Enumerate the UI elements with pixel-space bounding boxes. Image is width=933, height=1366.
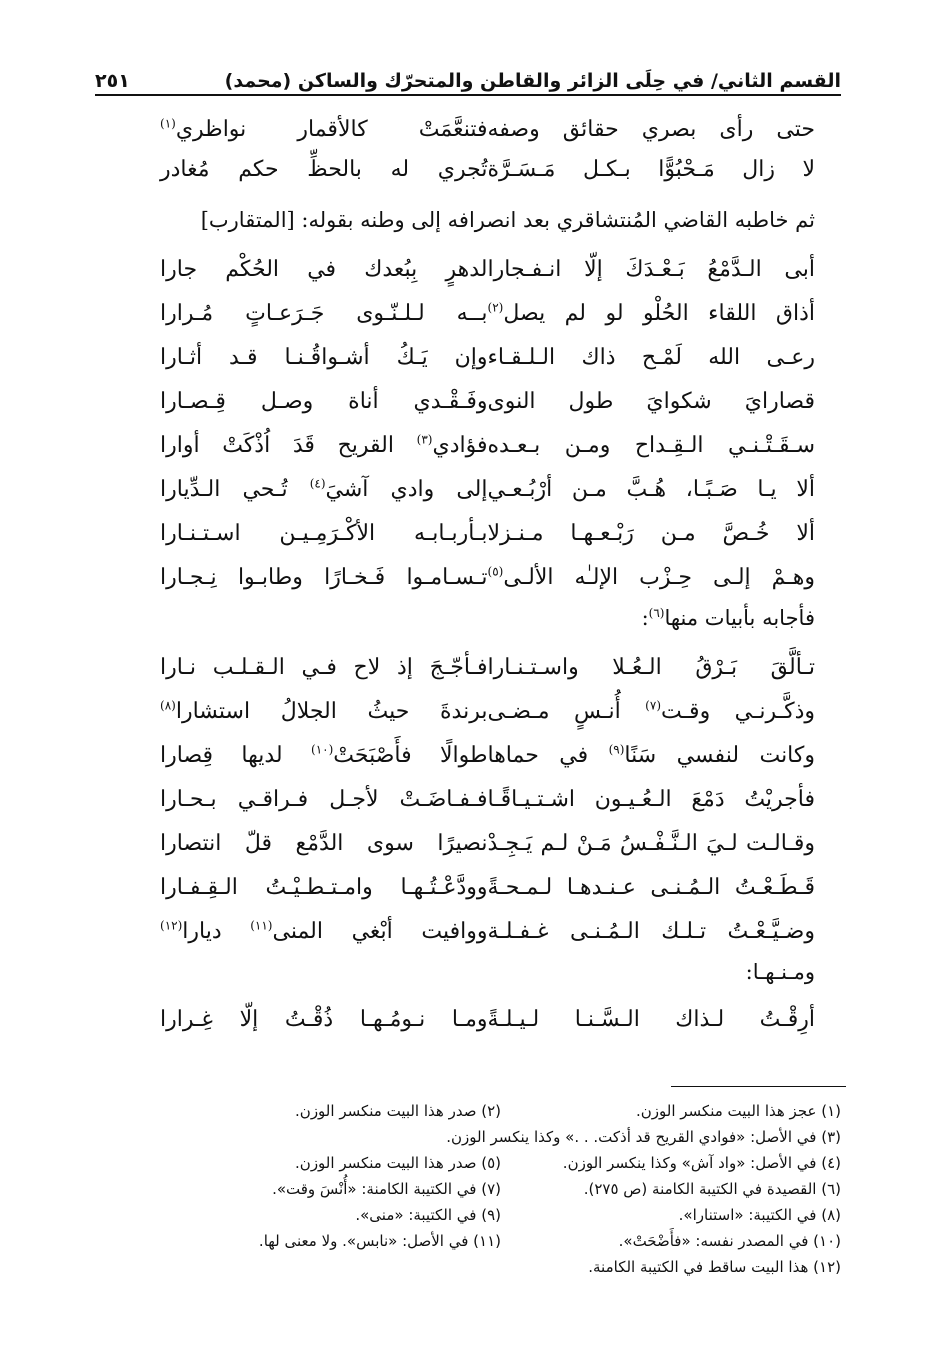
- verse-first-hemistich: أبى الـدَّمْعُ بَـعْـدَكَ إلّا انـفـجارا: [487, 257, 815, 282]
- verse-first-hemistich: [488, 692, 816, 732]
- hemistich-text: في حماها: [487, 743, 589, 768]
- footnote: (١٢) هذا البيت ساقط في الكتيبة الكامنة.: [588, 1258, 841, 1276]
- footnote: (٥) صدر هذا البيت منكسر الوزن.: [295, 1154, 501, 1172]
- verse-second-hemistich: فـأجّـجَ إذ لاح فـي الـقـلـب نـارا: [160, 655, 488, 680]
- verse-first-hemistich: سـقَـتْـنـي الـقِـداح ومـن بـعـده: [487, 433, 815, 458]
- footnote-row: [95, 1202, 841, 1228]
- verse-second-hemistich: [160, 110, 488, 150]
- verse-line: [160, 558, 815, 598]
- hemistich-text: فتنعَّمَتْ كالأقمار نواظري: [175, 117, 488, 142]
- verse-line: [160, 426, 815, 466]
- verse-first-hemistich: [488, 736, 816, 776]
- prose-text: فأجابه بأبيات منها: [664, 606, 815, 630]
- verse-line: [160, 338, 815, 378]
- hemistich-text: فؤادي: [432, 433, 488, 458]
- hemistich-text: تُـحي الـدِّيارا: [160, 477, 288, 502]
- verse-first-hemistich: ألا يـا صَـبًـا، هُـبَّ مـن أرْبُـعـي: [487, 477, 815, 502]
- verse-line: [160, 1000, 815, 1040]
- prose-line: فأجابه بأبيات منها$^{(٦)}$:: [641, 606, 815, 630]
- verse-line: [160, 912, 815, 952]
- hemistich-text: ديارا: [182, 919, 222, 944]
- hemistich-text: ووافيت أبْغي المنى: [272, 919, 488, 944]
- hemistich-text: برندةَ حيثُ الجلالُ استشارا: [175, 699, 488, 724]
- footnote-row: [95, 1098, 841, 1124]
- verse-second-hemistich: وفَـقْـدي أناة وصـل قِـصـارا: [160, 389, 488, 414]
- verse-first-hemistich: تـألَّقَ بَـرْقُ الـعُـلا واسـتـنـارا: [487, 655, 815, 680]
- prose-line: ومـنـهـا:: [745, 960, 815, 984]
- footnote-row: [95, 1124, 841, 1150]
- verse-second-hemistich: وودَّعْـتُـهـا وامـتـطـيْـتُ الـقِـفـارا: [160, 875, 488, 900]
- verse-line: [160, 150, 815, 190]
- footnote-ref: (٩): [608, 742, 625, 757]
- verse-first-hemistich: لا زال مَـحْبُوًّا بـكـل مَـسَـرَّة: [487, 157, 815, 182]
- footnote-ref: (٢): [487, 300, 504, 315]
- footnote: (١٠) في المصدر نفسه: «فأَضْحَتْ».: [618, 1232, 841, 1250]
- hemistich-text: أُنـسٍ مـضـى: [487, 699, 621, 724]
- footnote-ref: (٨): [160, 698, 176, 713]
- verse-second-hemistich: فـفـاضَـتْ لأجـل فـراقـي بـحـارا: [160, 787, 488, 812]
- verse-first-hemistich: قَـطَـعْـتُ الـمُـنـى عـنـدهـا لـمـحـةً: [487, 875, 815, 900]
- verse-first-hemistich: وقـالـت لـيَ الـنَّـفْـسُ مَـنْ لـم يَـجِـدْ: [487, 831, 815, 856]
- verse-line: [160, 692, 815, 732]
- verse-first-hemistich: وضـيَّـعْـتُ تـلـك الـمُـنـى غـفـلـة: [487, 919, 815, 944]
- verse-line: [160, 780, 815, 820]
- verse-line: [160, 110, 815, 150]
- hemistich-text: إلى وادي آشيَ: [325, 477, 488, 502]
- verse-second-hemistich: [160, 736, 488, 776]
- verse-first-hemistich: ألا خُـصَّ مـن رَبْـعـهـا مـنـزلا: [487, 521, 815, 546]
- footnote-ref: (٤): [309, 476, 326, 491]
- verse-second-hemistich: نصيرًا سوى الدَّمْع قلّ انتصارا: [160, 831, 488, 856]
- header-rule: [95, 94, 841, 96]
- verse-first-hemistich: حتى رأى بصري حقائق وصفه: [487, 117, 815, 142]
- footnote: (٨) في الكتيبة: «استنارا».: [678, 1206, 841, 1224]
- verse-line: [160, 824, 815, 864]
- footnote-rule: [671, 1086, 846, 1087]
- hemistich-text: وهـمْ إلـى حِـزْب الإلـٰه الألـى: [503, 565, 815, 590]
- verse-second-hemistich: [160, 692, 488, 732]
- footnote: (٣) في الأصل: «فوادي القريح قد أذكت. . .» وكذا ينكسر الوزن.: [446, 1128, 841, 1146]
- verse-second-hemistich: بــه لـلـنّـوى جَـرَعـاتٍ مُـرارا: [160, 301, 488, 326]
- verse-first-hemistich: [488, 294, 816, 334]
- verse-second-hemistich: ومـا نـومُـهـا ذُقْـتُ إلّا غِـرارا: [160, 1007, 488, 1032]
- running-title: القسم الثاني/ في حِلَى الزائر والقاطن والمتحرّك والساكن (محمد): [224, 70, 841, 92]
- hemistich-text: وذكَّـرنـي وقـت: [661, 699, 815, 724]
- footnotes: [95, 1098, 841, 1280]
- footnote: (٧) في الكتيبة الكامنة: «أُنْسَ وقت».: [272, 1180, 501, 1198]
- footnote-ref: (١٠): [311, 742, 334, 757]
- prose-line: ثم خاطبه القاضي المُنتشاقري بعد انصرافه إلى وطنه بقوله: [المتقارب]: [200, 208, 815, 232]
- page-number: ٢٥١: [95, 70, 130, 92]
- footnote-row: [95, 1254, 841, 1280]
- verse-second-hemistich: [160, 426, 488, 466]
- verse-line: [160, 514, 815, 554]
- verse-line: [160, 250, 815, 290]
- verse-second-hemistich: [160, 912, 488, 952]
- verse-first-hemistich: قصارايَ شكوايَ طول النوى: [487, 389, 815, 414]
- footnote: (٤) في الأصل: «واد آش» وكذا ينكسر الوزن.: [562, 1154, 841, 1172]
- footnote-ref: (٦): [648, 606, 665, 620]
- footnote-row: [95, 1176, 841, 1202]
- hemistich-text: لديها قِصارا: [160, 743, 283, 768]
- verse-line: [160, 294, 815, 334]
- footnote-ref: (١): [160, 116, 176, 131]
- verse-line: [160, 648, 815, 688]
- footnote-ref: (١٢): [160, 918, 183, 933]
- footnote-row: [95, 1150, 841, 1176]
- hemistich-text: القريح قَدَ اُذْكَتْ أوارا: [160, 433, 394, 458]
- verse-second-hemistich: لدهرٍ بِبُعدك في الحُكْم جارا: [160, 257, 488, 282]
- footnote-ref: (٣): [416, 432, 433, 447]
- footnote-ref: (٥): [487, 564, 504, 579]
- footnote-ref: (٧): [645, 698, 661, 713]
- footnote-ref: (١١): [250, 918, 273, 933]
- verse-second-hemistich: [160, 470, 488, 510]
- footnote: (١١) في الأصل: «نابس». ولا معنى لها.: [258, 1232, 501, 1250]
- verse-first-hemistich: فأجريْتُ دَمْعَ الـعُـيـون اشـتـيـاقًـا: [487, 787, 815, 812]
- verse-line: [160, 736, 815, 776]
- verse-second-hemistich: تـسـامـوا فَـخـارًا وطابـوا نِـجـارا: [160, 565, 488, 590]
- verse-second-hemistich: تُجري له بالحظِّ حكم مُغادر: [160, 157, 488, 182]
- verse-first-hemistich: أرِقْـتُ لـذاك الـسَّـنـا لـيـلـةً: [487, 1007, 815, 1032]
- footnote: (٢) صدر هذا البيت منكسر الوزن.: [295, 1102, 501, 1120]
- hemistich-text: أذاق اللقاء الحُلْو لو لم يصل: [503, 301, 815, 326]
- verse-first-hemistich: رعـى الله لَمْـح ذاك الـلـقـاء: [487, 345, 815, 370]
- verse-line: [160, 868, 815, 908]
- footnote: (٩) في الكتيبة: «منى».: [355, 1206, 501, 1224]
- running-header: [95, 58, 841, 92]
- footnote: (٦) القصيدة في الكتيبة الكامنة (ص ٢٧٥).: [583, 1180, 841, 1198]
- verse-first-hemistich: [488, 558, 816, 598]
- hemistich-text: وكانت لنفسي سَنًا: [624, 743, 815, 768]
- verse-second-hemistich: وإن يَـكُ أشـواقُـنـا قـد أثـارا: [160, 345, 488, 370]
- verse-second-hemistich: بـأربـابـه الأكْـرَمِـيـن اسـتـنـارا: [160, 521, 488, 546]
- footnote: (١) عجز هذا البيت منكسر الوزن.: [635, 1102, 841, 1120]
- verse-line: [160, 382, 815, 422]
- verse-line: [160, 470, 815, 510]
- footnote-row: [95, 1228, 841, 1254]
- hemistich-text: طوالًا فأَصْبَحَتْ: [333, 743, 488, 768]
